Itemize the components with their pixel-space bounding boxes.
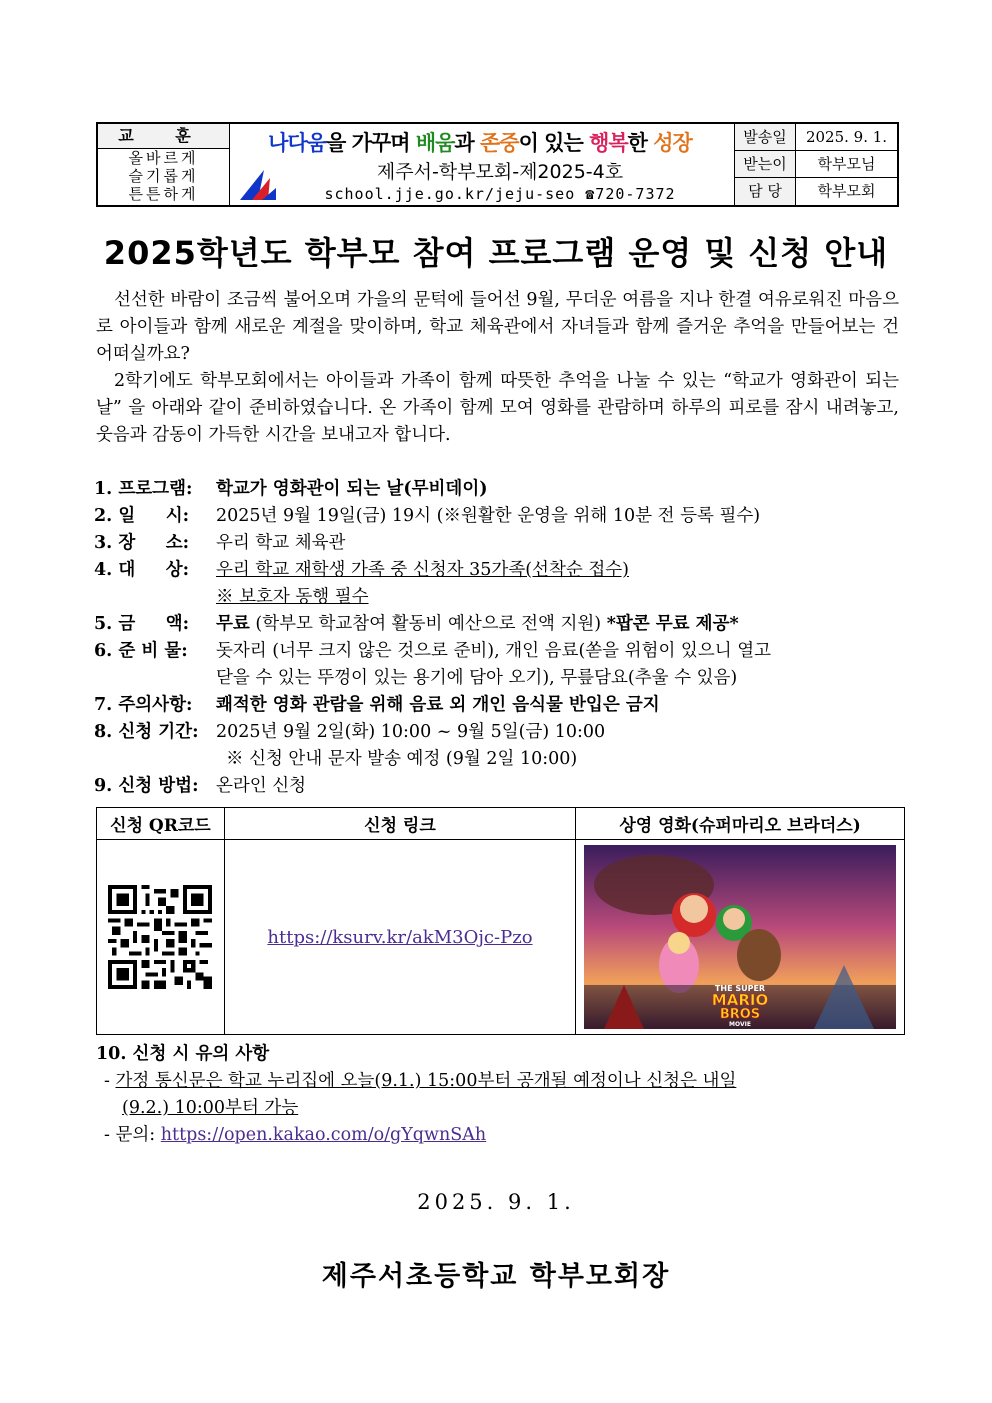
- slogan-word: 성장: [653, 131, 692, 155]
- application-notes: [96, 1041, 906, 1149]
- motto-title: 교 훈: [98, 124, 229, 149]
- detail-row: [94, 503, 904, 530]
- detail-label: 9. 신청 방법:: [94, 776, 199, 796]
- meta-key: 담 당: [735, 178, 796, 205]
- detail-row: [94, 530, 904, 557]
- note-text: 가정 통신문은 학교 누리집에 오늘(9.1.) 15:00부터 공개될 예정이나 신청은 내일: [115, 1071, 737, 1091]
- apply-table-row: [97, 840, 905, 1035]
- qr-cell: [97, 840, 225, 1035]
- note-item-cont: [96, 1095, 906, 1122]
- document-title: 2025학년도 학부모 참여 프로그램 운영 및 신청 안내: [103, 234, 889, 272]
- intro-paragraph-1: 선선한 바람이 조금씩 불어오며 가을의 문턱에 들어선 9월, 무더운 여름을 지나 한결 여유로워진 마음으로 아이들과 함께 새로운 계절을 맞이하며, 학교 체육관에서 자녀들과 함께 즐거운 추억을 만들어보는 건 어떠실까요?: [96, 290, 899, 364]
- detail-value: 우리 학교 재학생 가족 중 신청자 35가족(선착순 접수): [216, 560, 629, 580]
- price-free: 무료: [216, 614, 250, 634]
- movie-poster-image: [584, 845, 896, 1029]
- slogan-word: 존중: [480, 131, 519, 155]
- detail-subline: ※ 신청 안내 문자 발송 예정 (9월 2일 10:00): [226, 749, 578, 769]
- detail-value: 쾌적한 영화 관람을 위해 음료 외 개인 음식물 반입은 금지: [216, 695, 660, 715]
- note-text: (9.2.) 10:00부터 가능: [122, 1098, 299, 1118]
- detail-label: 2. 일 시:: [94, 506, 190, 526]
- school-site-phone: school.jje.go.kr/jeju-seo ☎720-7372: [324, 185, 676, 203]
- issue-date: 2025. 9. 1.: [417, 1190, 575, 1214]
- issue-number: 제주서-학부모회-제2025-4호: [376, 161, 624, 183]
- detail-label: 6. 준 비 물:: [94, 641, 188, 661]
- detail-row: [94, 719, 904, 746]
- slogan-word: 나다움: [268, 131, 327, 155]
- detail-value: 학교가 영화관이 되는 날(무비데이): [216, 479, 488, 499]
- meta-row: [735, 178, 897, 205]
- detail-value: 우리 학교 체육관: [216, 533, 346, 553]
- meta-value: 2025. 9. 1.: [805, 128, 888, 146]
- detail-note: ※ 보호자 동행 필수: [216, 587, 369, 607]
- slogan-word: 배움: [415, 131, 455, 155]
- detail-row: [94, 692, 904, 719]
- school-motto: [98, 124, 230, 205]
- detail-subline: 닫을 수 있는 뚜껑이 있는 용기에 담아 오기), 무릎담요(추울 수 있음): [216, 668, 738, 688]
- slogan-word: 이 있는: [518, 131, 590, 155]
- meta-row: [735, 151, 897, 178]
- detail-value: 돗자리 (너무 크지 않은 것으로 준비), 개인 음료(쏟을 위험이 있으니 열고: [216, 641, 772, 661]
- note-item: - 가정 통신문은 학교 누리집에 오늘(9.1.) 15:00부터 공개될 예정이나 신청은 내일: [104, 1071, 737, 1091]
- popcorn-note: *팝콘 무료 제공*: [606, 614, 739, 634]
- notes-title: 10. 신청 시 유의 사항: [96, 1044, 270, 1064]
- link-cell: [224, 840, 575, 1035]
- qr-code-icon[interactable]: [108, 885, 212, 989]
- inquiry-label: 문의:: [115, 1125, 156, 1145]
- motto-line: 슬기롭게: [128, 167, 199, 185]
- header-table: [96, 122, 899, 207]
- intro-paragraph-2: 2학기에도 학부모회에서는 아이들과 가족이 함께 따뜻한 추억을 나눌 수 있는 “학교가 영화관이 되는 날” 을 아래와 같이 준비하였습니다. 온 가족이 함께 모여 영화를 관람하며 하루의 피로를 잠시 내려놓고, 웃음과 감동이 가득한 시간을 보내고자 합니다.: [96, 371, 899, 445]
- detail-label: 5. 금 액:: [94, 614, 190, 634]
- motto-line: 튼튼하게: [128, 185, 199, 203]
- detail-value: 2025년 9월 19일(금) 19시 (※원활한 운영을 위해 10분 전 등록 필수): [216, 506, 761, 526]
- detail-label: 3. 장 소:: [94, 533, 190, 553]
- poster-cell: [576, 840, 905, 1035]
- signer: 제주서초등학교 학부모회장: [321, 1261, 671, 1292]
- detail-row: [94, 611, 904, 638]
- meta-value: 학부모님: [817, 155, 876, 173]
- header-center: [230, 124, 735, 205]
- poster-text: MARIO: [711, 991, 769, 1009]
- apply-table-header: [97, 808, 905, 840]
- detail-subline: [94, 584, 904, 611]
- apply-link[interactable]: https://ksurv.kr/akM3Ojc-Pzo: [267, 926, 533, 948]
- poster-text: THE SUPER: [714, 984, 766, 993]
- detail-label: 1. 프로그램:: [94, 479, 193, 499]
- detail-row: [94, 476, 904, 503]
- apply-table: [96, 807, 905, 1035]
- header-movie: 상영 영화(슈퍼마리오 브라더스): [576, 808, 905, 840]
- detail-label: 8. 신청 기간:: [94, 722, 199, 742]
- price-note: (학부모 학교참여 활동비 예산으로 전액 지원): [249, 614, 607, 634]
- meta-table: [735, 124, 897, 205]
- poster-text: BROS: [719, 1007, 761, 1022]
- detail-row: [94, 638, 904, 665]
- motto-line: 올바르게: [128, 149, 199, 167]
- detail-value: 온라인 신청: [216, 776, 307, 796]
- header-link: 신청 링크: [224, 808, 575, 840]
- program-details: [94, 476, 904, 800]
- meta-row: [735, 124, 897, 151]
- slogan-word: 을 가꾸며: [326, 131, 416, 155]
- detail-label: 7. 주의사항:: [94, 695, 193, 715]
- inquiry-link[interactable]: https://open.kakao.com/o/gYqwnSAh: [160, 1125, 487, 1145]
- slogan-word: 행복: [589, 131, 628, 155]
- meta-value: 학부모회: [817, 182, 876, 200]
- slogan: [240, 128, 720, 158]
- header-qr: 신청 QR코드: [97, 808, 225, 840]
- slogan-word: 한: [627, 131, 654, 155]
- detail-row: [94, 773, 904, 800]
- detail-value: 2025년 9월 2일(화) 10:00 ~ 9월 5일(금) 10:00: [216, 722, 606, 742]
- poster-text: MOVIE: [729, 1021, 751, 1028]
- meta-key: 받는이: [735, 151, 796, 177]
- detail-label: 4. 대 상:: [94, 560, 190, 580]
- slogan-word: 과: [454, 131, 480, 155]
- note-item: - 문의: https://open.kakao.com/o/gYqwnSAh: [104, 1125, 487, 1145]
- detail-row: [94, 557, 904, 584]
- meta-key: 발송일: [735, 124, 796, 150]
